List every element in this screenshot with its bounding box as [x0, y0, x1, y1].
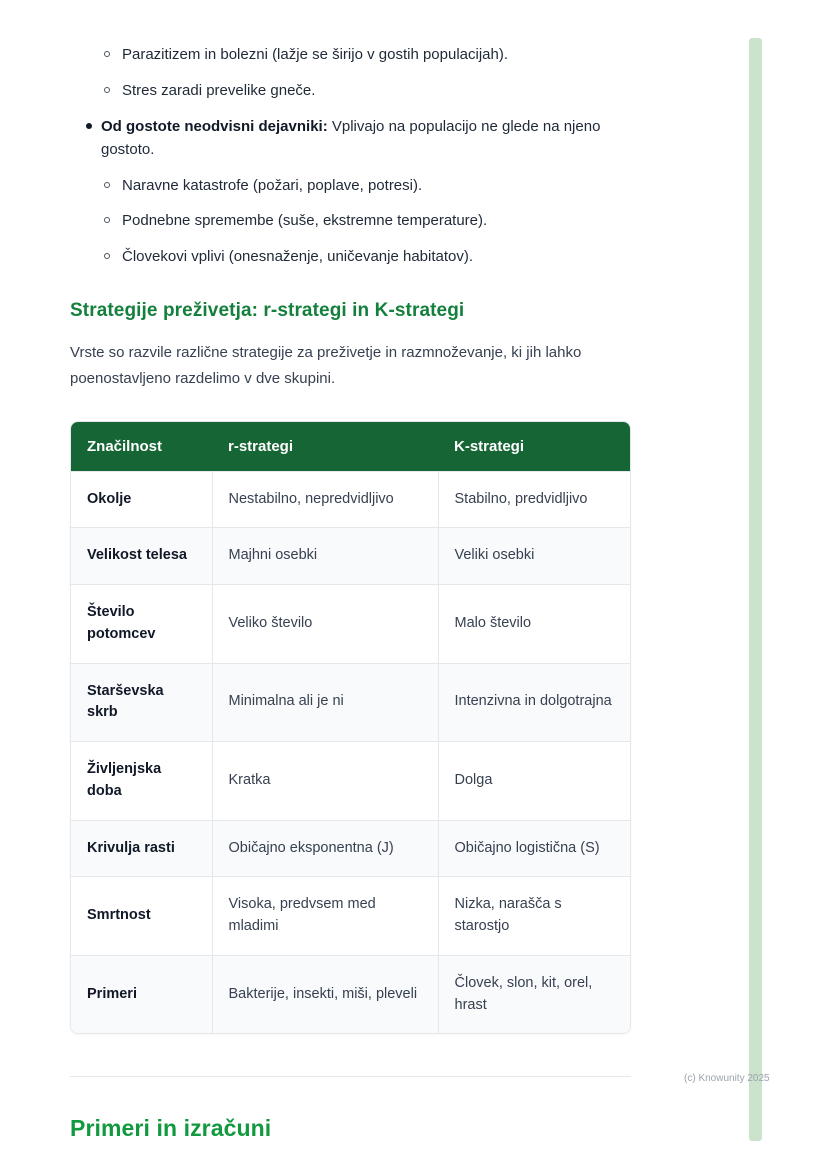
document-content — [70, 44, 631, 1142]
row-label-cell: Število potomcev — [71, 585, 212, 664]
list-item-text: Naravne katastrofe (požari, poplave, potresi). — [122, 176, 423, 194]
r-strategist-cell: Običajno eksponentna (J) — [212, 820, 438, 877]
section-heading-strategije: Strategije preživetja: r-strategi in K-strategi — [70, 300, 465, 321]
strategy-comparison-table — [71, 422, 631, 1034]
table-row — [71, 955, 631, 1033]
list-item-text: Stres zaradi prevelike gneče. — [122, 81, 316, 99]
k-strategist-cell: Intenzivna in dolgotrajna — [438, 663, 631, 742]
table-head — [71, 422, 631, 472]
section-divider — [70, 1076, 631, 1077]
list-item — [104, 210, 631, 233]
table-row — [71, 663, 631, 742]
row-label-cell: Smrtnost — [71, 877, 212, 956]
r-strategist-cell: Kratka — [212, 742, 438, 821]
r-strategist-cell: Majhni osebki — [212, 528, 438, 585]
r-strategist-cell: Minimalna ali je ni — [212, 663, 438, 742]
table-header-k-strategi: K-strategi — [438, 422, 631, 472]
row-label-cell: Starševska skrb — [71, 663, 212, 742]
r-strategist-cell: Nestabilno, nepredvidljivo — [212, 471, 438, 528]
list-item — [104, 80, 631, 103]
list-item-text: Parazitizem in bolezni (lažje se širijo v gostih populacijah). — [122, 46, 509, 63]
list-item-text: Podnebne spremembe (suše, ekstremne temperature). — [122, 212, 488, 229]
intro-paragraph: Vrste so razvile različne strategije za preživetje in razmnoževanje, ki jih lahko poenostavljeno razdelimo v dve skupini. — [70, 344, 582, 388]
list-item-text: Človekovi vplivi (onesnaženje, uničevanje habitatov). — [122, 247, 474, 265]
table-row — [71, 528, 631, 585]
k-strategist-cell: Stabilno, predvidljivo — [438, 471, 631, 528]
strategy-comparison-table-wrapper — [70, 421, 631, 1035]
side-accent-bar — [749, 38, 762, 1141]
table-header-znacilnost: Značilnost — [71, 422, 212, 472]
k-strategist-cell: Dolga — [438, 742, 631, 821]
list-item-rest: Vplivajo na populacijo ne glede na njeno gostoto. — [101, 118, 601, 159]
table-header-r-strategi: r-strategi — [212, 422, 438, 472]
r-strategist-cell: Visoka, predvsem med mladimi — [212, 877, 438, 956]
k-strategist-cell: Običajno logistična (S) — [438, 820, 631, 877]
watermark-text: (c) Knowunity 2025 — [684, 1073, 770, 1084]
row-label-cell: Krivulja rasti — [71, 820, 212, 877]
list-item-bold: Od gostote neodvisni dejavniki: — [101, 118, 328, 135]
k-strategist-cell: Človek, slon, kit, orel, hrast — [438, 955, 631, 1033]
list-item — [86, 115, 631, 162]
table-body — [71, 471, 631, 1033]
circle-bullet-icon — [104, 51, 110, 57]
r-strategist-cell: Bakterije, insekti, miši, pleveli — [212, 955, 438, 1033]
section-heading-primeri: Primeri in izračuni — [70, 1115, 272, 1142]
k-strategist-cell: Veliki osebki — [438, 528, 631, 585]
row-label-cell: Velikost telesa — [71, 528, 212, 585]
circle-bullet-icon — [104, 217, 110, 223]
row-label-cell: Okolje — [71, 471, 212, 528]
row-label-cell: Primeri — [71, 955, 212, 1033]
table-row — [71, 742, 631, 821]
circle-bullet-icon — [104, 87, 110, 93]
disc-bullet-icon — [86, 123, 92, 129]
list-item — [104, 175, 631, 198]
table-row — [71, 877, 631, 956]
circle-bullet-icon — [104, 182, 110, 188]
list-item-text — [101, 115, 631, 162]
row-label-cell: Življenjska doba — [71, 742, 212, 821]
table-header-row — [71, 422, 631, 472]
list-item — [104, 246, 631, 269]
circle-bullet-icon — [104, 253, 110, 259]
r-strategist-cell: Veliko število — [212, 585, 438, 664]
list-item — [104, 44, 631, 67]
table-row — [71, 471, 631, 528]
k-strategist-cell: Nizka, narašča s starostjo — [438, 877, 631, 956]
k-strategist-cell: Malo število — [438, 585, 631, 664]
table-row — [71, 585, 631, 664]
table-row — [71, 820, 631, 877]
